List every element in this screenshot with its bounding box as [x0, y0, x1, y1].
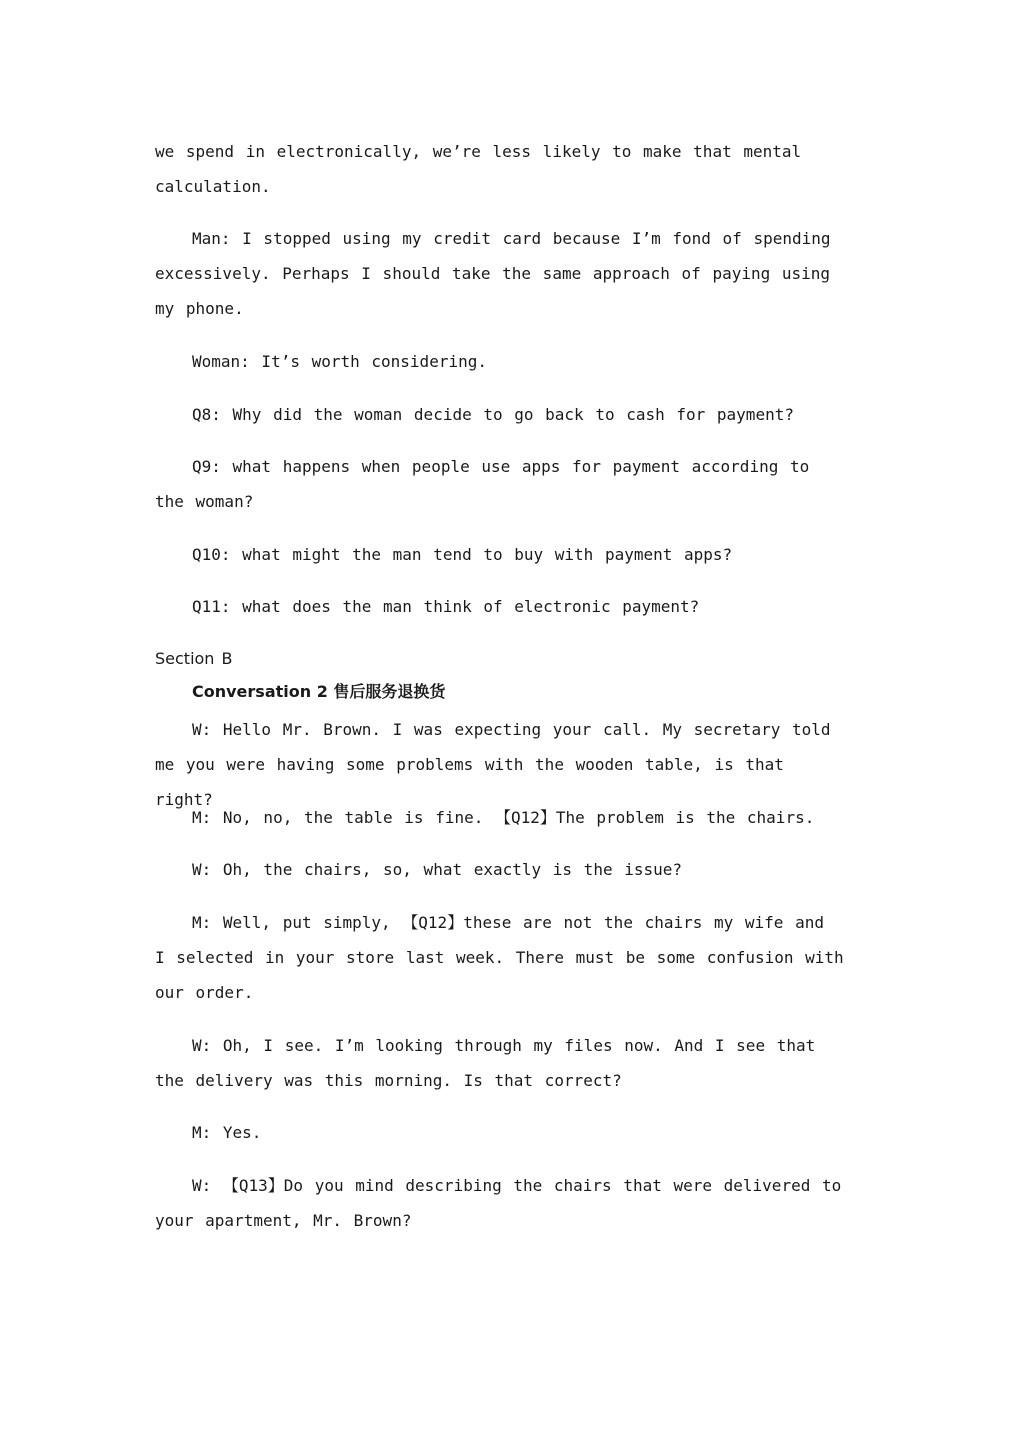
question-q10: Q10: what might the man tend to buy with payment apps?	[192, 545, 733, 564]
paragraph-continuation: we spend in electronically, we’re less likely to make that mental calculation.	[155, 142, 802, 196]
question-q8: Q8: Why did the woman decide to go back to cash for payment?	[192, 405, 794, 424]
dialogue-line-7: W: 【Q13】Do you mind describing the chairs that were delivered to your apartment, Mr. Brown?	[155, 1176, 842, 1230]
conversation-title: Conversation 2 售后服务退换货	[192, 682, 446, 701]
dialogue-line-6: M: Yes.	[192, 1123, 262, 1142]
question-q11: Q11: what does the man think of electronic payment?	[192, 597, 700, 616]
dialogue-line-2: M: No, no, the table is fine. 【Q12】The problem is the chairs.	[192, 808, 815, 827]
dialogue-line-4: M: Well, put simply, 【Q12】these are not the chairs my wife and I selected in your store last week. There must be some confusion with our order.	[155, 913, 844, 1002]
section-heading: Section B	[155, 649, 233, 668]
dialogue-line-5: W: Oh, I see. I’m looking through my files now. And I see that the delivery was this morning. Is that correct?	[155, 1036, 816, 1090]
paragraph-man-credit-card: Man: I stopped using my credit card because I’m fond of spending excessively. Perhaps I should take the same approach of paying using my phone.	[155, 229, 831, 318]
question-q9: Q9: what happens when people use apps for payment according to the woman?	[155, 457, 810, 511]
dialogue-line-1: W: Hello Mr. Brown. I was expecting your call. My secretary told me you were having some problems with the wooden table, is that right?	[155, 720, 831, 809]
paragraph-woman-worth-considering: Woman: It’s worth considering.	[192, 352, 487, 371]
dialogue-line-3: W: Oh, the chairs, so, what exactly is the issue?	[192, 860, 683, 879]
